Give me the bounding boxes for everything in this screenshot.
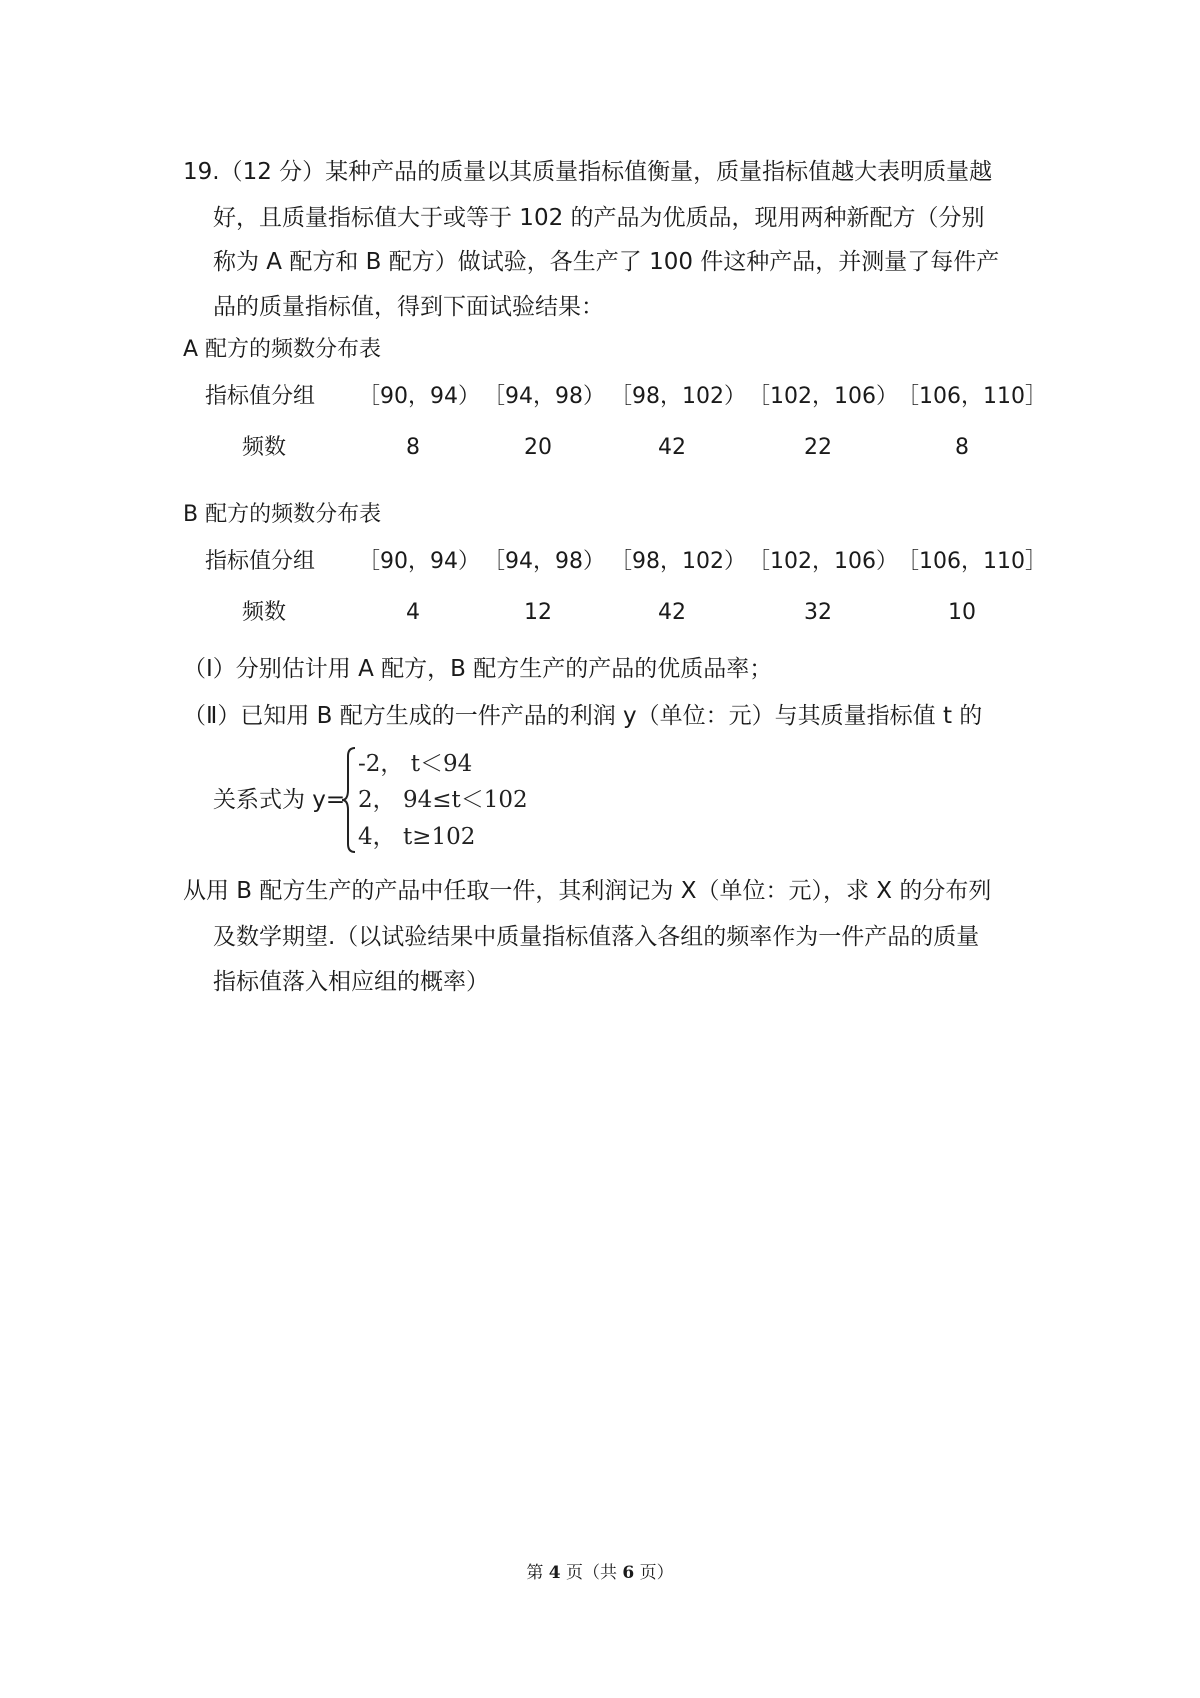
piecewise-case: 4， t≥102: [358, 824, 476, 850]
part-1-text: （Ⅰ）分别估计用 A 配方，B 配方生产的产品的优质品率；: [183, 656, 773, 682]
table-b-group: ［102，106）: [748, 549, 898, 574]
piecewise-case: -2， t＜94: [358, 751, 473, 777]
table-b-freq: 42: [658, 600, 686, 625]
part-2-line: （Ⅱ）已知用 B 配方生成的一件产品的利润 y（单位：元）与其质量指标值 t 的: [183, 703, 983, 729]
table-a-group: ［94，98）: [483, 384, 605, 409]
table-b-freq: 10: [948, 600, 976, 625]
table-b-freq-row: [0, 598, 1200, 642]
table-a-freq-label: 频数: [242, 435, 287, 460]
question-line: 19.（12 分）某种产品的质量以其质量指标值衡量，质量指标值越大表明质量越: [183, 159, 993, 185]
table-a-group: ［98，102）: [610, 384, 746, 409]
part-2-line: 及数学期望.（以试验结果中质量指标值落入各组的频率作为一件产品的质量: [213, 924, 980, 950]
piecewise-case: 2， 94≤t＜102: [358, 787, 528, 813]
table-b-freq: 12: [524, 600, 552, 625]
footer-page-number: 4: [548, 1563, 561, 1583]
table-a-freq: 8: [955, 435, 969, 460]
table-b-group: ［90，94）: [358, 549, 480, 574]
question-line: 品的质量指标值，得到下面试验结果：: [213, 294, 604, 320]
table-a-freq-row: [0, 433, 1200, 477]
table-b-header-row: [0, 547, 1200, 591]
table-a-group: ［102，106）: [748, 384, 898, 409]
table-b-group: ［98，102）: [610, 549, 746, 574]
footer-middle: 页（共: [566, 1563, 617, 1583]
footer-total-pages: 6: [622, 1563, 635, 1583]
question-line: 称为 A 配方和 B 配方）做试验，各生产了 100 件这种产品，并测量了每件产: [213, 249, 1000, 275]
table-a-group: ［90，94）: [358, 384, 480, 409]
table-b-group: ［94，98）: [483, 549, 605, 574]
table-b-freq: 32: [804, 600, 832, 625]
page-footer: [0, 1561, 1200, 1585]
part-2-line: 从用 B 配方生产的产品中任取一件，其利润记为 X（单位：元），求 X 的分布列: [183, 878, 992, 904]
table-b-freq-label: 频数: [242, 600, 287, 625]
table-a-freq: 20: [524, 435, 552, 460]
footer-prefix: 第: [526, 1563, 544, 1583]
table-a-group: ［106，110］: [897, 384, 1047, 409]
table-b-group: ［106，110］: [897, 549, 1047, 574]
table-b-freq: 4: [406, 600, 420, 625]
table-b-header-label: 指标值分组: [205, 549, 316, 574]
table-a-freq: 42: [658, 435, 686, 460]
table-a-header-row: [0, 382, 1200, 426]
left-brace-icon: [340, 746, 358, 854]
table-b-title: B 配方的频数分布表: [183, 502, 382, 527]
table-a-freq: 8: [406, 435, 420, 460]
table-a-header-label: 指标值分组: [205, 384, 316, 409]
table-a-title: A 配方的频数分布表: [183, 337, 382, 362]
piecewise-label: 关系式为 y=: [213, 787, 346, 813]
table-a-freq: 22: [804, 435, 832, 460]
question-line: 好，且质量指标值大于或等于 102 的产品为优质品，现用两种新配方（分别: [213, 205, 985, 231]
footer-suffix: 页）: [639, 1563, 674, 1583]
part-2-line: 指标值落入相应组的概率）: [213, 969, 489, 995]
